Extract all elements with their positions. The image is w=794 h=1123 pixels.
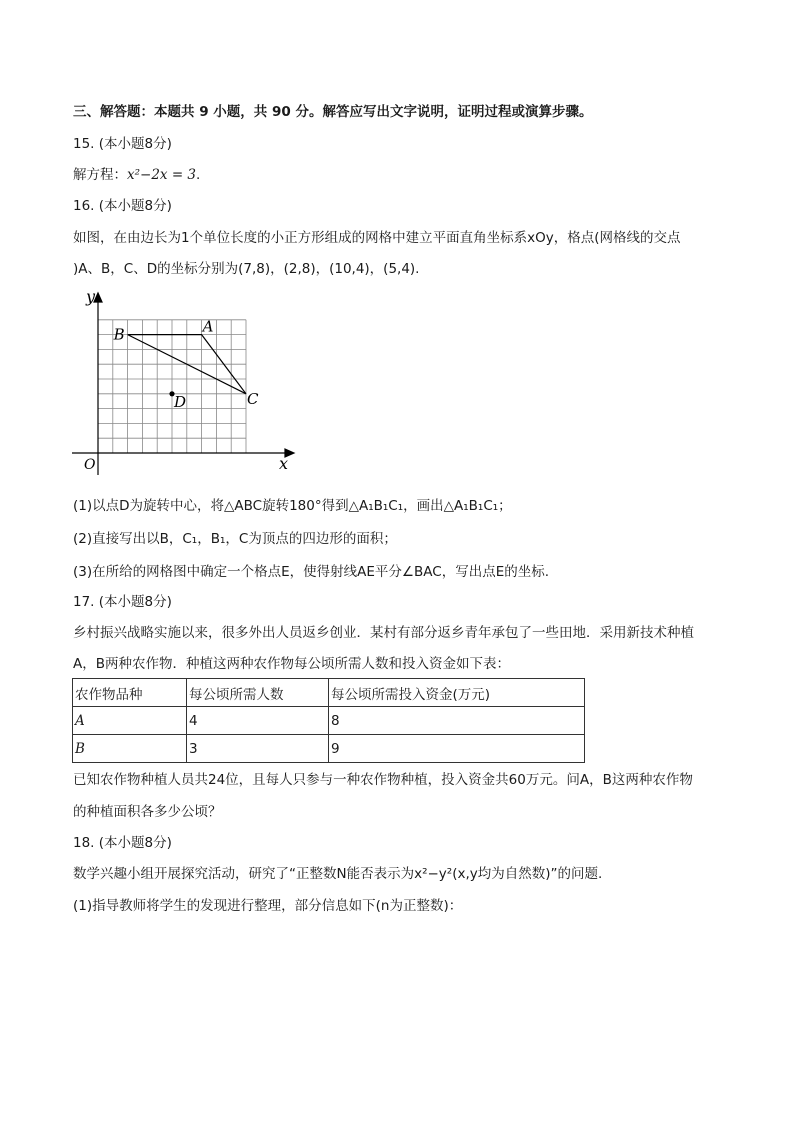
q17-intro-line1: 乡村振兴战略实施以来，很多外出人员返乡创业．某村有部分返乡青年承包了一些田地．采用新技术种植 xyxy=(73,625,694,641)
point-a-label: A xyxy=(202,317,214,336)
point-d-label: D xyxy=(174,392,187,411)
q16-intro-line1: 如图，在由边长为1个单位长度的小正方形组成的网格中建立平面直角坐标系xOy，格点(网格线的交点 xyxy=(73,230,681,246)
q17-question-line1: 已知农作物种植人员共24位，且每人只参与一种农作物种植，投入资金共60万元。问A，B这两种农作物 xyxy=(73,772,693,788)
q18-part1: (1)指导教师将学生的发现进行整理，部分信息如下(n为正整数)： xyxy=(73,898,463,914)
q16-number: 16. (本小题8分) xyxy=(73,198,172,214)
table-row xyxy=(73,707,585,735)
table-cell: 4 xyxy=(187,707,329,735)
table-cell: B xyxy=(73,735,187,763)
origin-label: O xyxy=(84,457,96,473)
q16-part2: (2)直接写出以B，C₁，B₁，C为顶点的四边形的面积； xyxy=(73,531,397,547)
q17-number: 17. (本小题8分) xyxy=(73,594,172,610)
point-b-label: B xyxy=(113,325,125,344)
x-axis-label: x xyxy=(279,454,289,473)
table-cell: A xyxy=(73,707,187,735)
q15-stem-suffix: . xyxy=(196,167,201,183)
q16-part1: (1)以点D为旋转中心，将△ABC旋转180°得到△A₁B₁C₁，画出△A₁B₁C₁； xyxy=(73,498,512,514)
q17-intro-line2: A，B两种农作物．种植这两种农作物每公顷所需人数和投入资金如下表： xyxy=(73,656,510,672)
table-header-cell: 每公顷所需投入资金(万元) xyxy=(329,679,585,707)
q15-stem-prefix: 解方程： xyxy=(73,167,127,183)
table-cell: 8 xyxy=(329,707,585,735)
y-axis-label: y xyxy=(86,287,96,306)
q15-number: 15. (本小题8分) xyxy=(73,136,172,152)
table-header-cell: 农作物品种 xyxy=(73,679,187,707)
table-header-row xyxy=(73,679,585,707)
y-axis-arrow xyxy=(94,293,102,302)
q18-number: 18. (本小题8分) xyxy=(73,835,172,851)
q16-intro-line2: )A、B，C、D的坐标分别为(7,8)，(2,8)，(10,4)，(5,4). xyxy=(73,261,420,277)
coordinate-grid-figure xyxy=(68,283,298,478)
table-cell: 3 xyxy=(187,735,329,763)
q16-part3: (3)在所给的网格图中确定一个格点E，使得射线AE平分∠BAC，写出点E的坐标. xyxy=(73,564,550,580)
q17-question-line2: 的种植面积各多少公顷？ xyxy=(73,804,222,820)
crop-table xyxy=(72,678,585,763)
table-header-cell: 每公顷所需人数 xyxy=(187,679,329,707)
table-row xyxy=(73,735,585,763)
q15-equation: x²−2x = 3 xyxy=(127,167,197,183)
coordinate-axes xyxy=(72,293,294,475)
q15-stem xyxy=(73,166,200,184)
section-heading: 三、解答题：本题共 9 小题，共 90 分。解答应写出文字说明，证明过程或演算步骤。 xyxy=(73,104,593,120)
point-c-label: C xyxy=(247,389,259,408)
q18-intro: 数学兴趣小组开展探究活动，研究了“正整数N能否表示为x²−y²(x,y均为自然数)”的问题. xyxy=(73,866,603,882)
table-cell: 9 xyxy=(329,735,585,763)
